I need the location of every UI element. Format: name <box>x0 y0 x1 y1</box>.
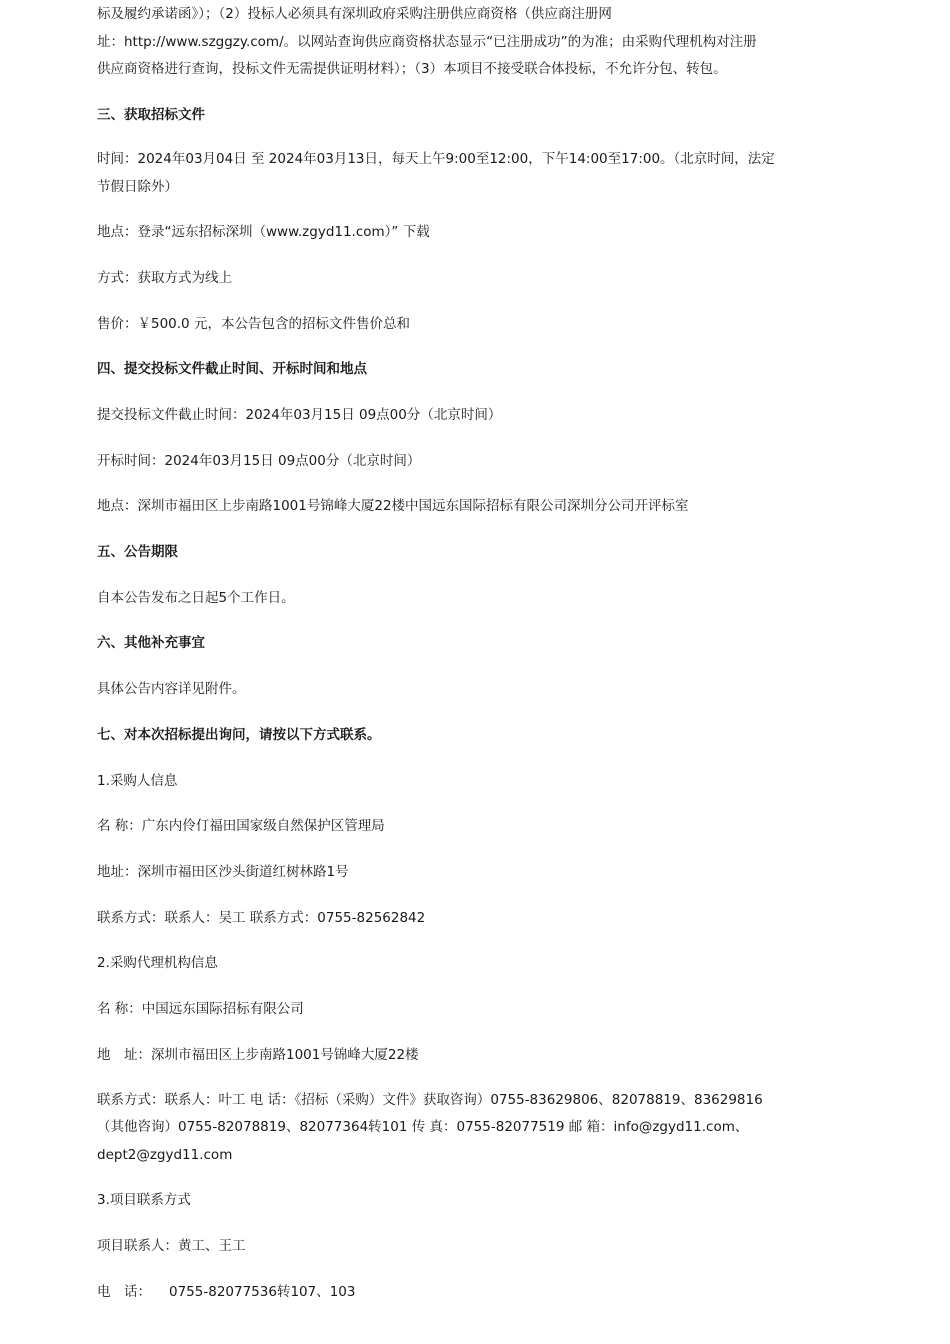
section-4-opening: 开标时间：2024年03月15日 09点00分（北京时间） <box>97 453 421 469</box>
purchaser-address: 地址：深圳市福田区沙头街道红树林路1号 <box>97 864 349 880</box>
project-contact-phone <box>97 1283 355 1301</box>
section-5-heading: 五、公告期限 <box>97 544 178 560</box>
section-6-heading: 六、其他补充事宜 <box>97 635 205 651</box>
agency-address-label: 地 址： <box>97 1047 151 1063</box>
section-3-price: 售价：￥500.0 元，本公告包含的招标文件售价总和 <box>97 316 410 332</box>
agency-contact-line-2: （其他咨询）0755-82078819、82077364转101 传 真：0755-82077519 邮 箱：info@zgyd11.com、 <box>97 1119 749 1135</box>
agency-title: 2.采购代理机构信息 <box>97 955 218 971</box>
project-contact-title: 3.项目联系方式 <box>97 1192 191 1208</box>
project-phone-value: 0755-82077536转107、103 <box>169 1284 356 1300</box>
section-5-text: 自本公告发布之日起5个工作日。 <box>97 590 295 606</box>
section-7-heading: 七、对本次招标提出询问，请按以下方式联系。 <box>97 727 381 743</box>
section-3-heading: 三、获取招标文件 <box>97 107 205 123</box>
intro-line-2: 址：http://www.szggzy.com/。以网站查询供应商资格状态显示“已注册成功”的为准；由采购代理机构对注册 <box>97 34 757 50</box>
agency-address-value: 深圳市福田区上步南路1001号锦峰大厦22楼 <box>151 1047 419 1063</box>
section-4-deadline: 提交投标文件截止时间：2024年03月15日 09点00分（北京时间） <box>97 407 502 423</box>
section-4-heading: 四、提交投标文件截止时间、开标时间和地点 <box>97 361 367 377</box>
purchaser-name: 名 称：广东内伶仃福田国家级自然保护区管理局 <box>97 818 385 834</box>
project-phone-label: 电 话： <box>97 1284 151 1300</box>
section-4-place: 地点：深圳市福田区上步南路1001号锦峰大厦22楼中国远东国际招标有限公司深圳分公司开评标室 <box>97 498 689 514</box>
agency-address <box>97 1046 419 1064</box>
intro-line-3: 供应商资格进行查询，投标文件无需提供证明材料）；（3）本项目不接受联合体投标，不允许分包、转包。 <box>97 61 727 77</box>
section-3-time-line-2: 节假日除外） <box>97 179 178 195</box>
purchaser-title: 1.采购人信息 <box>97 773 178 789</box>
section-3-place: 地点：登录“远东招标深圳（www.zgyd11.com）” 下载 <box>97 224 430 240</box>
section-3-method: 方式：获取方式为线上 <box>97 270 232 286</box>
agency-name: 名 称：中国远东国际招标有限公司 <box>97 1001 304 1017</box>
project-contact-persons: 项目联系人：黄工、王工 <box>97 1238 246 1254</box>
purchaser-contact: 联系方式：联系人：吴工 联系方式：0755-82562842 <box>97 910 426 926</box>
section-6-text: 具体公告内容详见附件。 <box>97 681 246 697</box>
agency-contact-line-1: 联系方式：联系人：叶工 电 话：《招标（采购）文件》获取咨询）0755-83629806、82078819、83629816 <box>97 1092 763 1108</box>
section-3-time-line-1: 时间：2024年03月04日 至 2024年03月13日，每天上午9:00至12:00，下午14:00至17:00。（北京时间，法定 <box>97 151 775 167</box>
agency-contact-line-3: dept2@zgyd11.com <box>97 1147 233 1163</box>
intro-line-1: 标及履约承诺函》）；（2）投标人必须具有深圳政府采购注册供应商资格（供应商注册网 <box>97 6 612 22</box>
